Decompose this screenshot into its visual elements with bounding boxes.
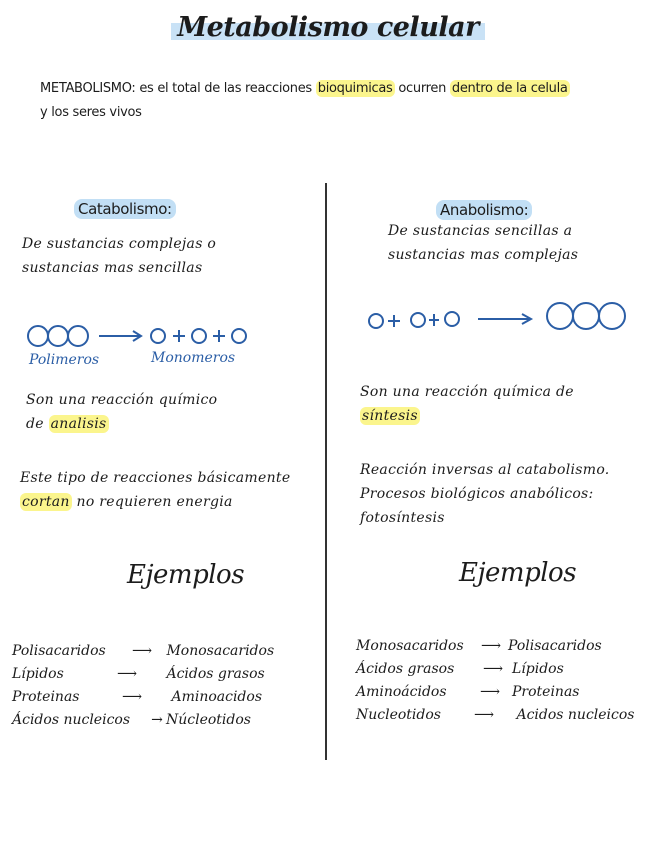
anabolismo-examples-list <box>356 635 634 727</box>
list-item: Ácidos nucleicos → Núcleotidos <box>12 712 251 728</box>
metabolism-definition <box>40 77 640 125</box>
highlight-cortan: cortan <box>22 494 70 510</box>
polymer-circle-icon <box>547 303 573 329</box>
highlight-sintesis: síntesis <box>362 408 418 424</box>
page-title: Metabolismo celular <box>0 12 656 43</box>
anabolismo-inverse: Reacción inversas al catabolismo. Procesos biológicos anabólicos: fotosíntesis <box>360 462 610 526</box>
anabolismo-reaction: Son una reacción química de síntesis <box>360 384 574 424</box>
polymer-circle-icon <box>573 303 599 329</box>
monomer-circle-icon <box>445 312 459 326</box>
catabolismo-heading: Catabolismo: <box>74 200 176 218</box>
highlight-celula: dentro de la celula <box>451 81 568 96</box>
definition-text: METABOLISMO: es el total de las reacciones <box>40 81 316 96</box>
list-item: Monosacaridos ⟶ Polisacaridos <box>356 638 602 654</box>
list-item: Ácidos grasos ⟶ Lípidos <box>356 661 564 677</box>
monomer-circle-icon <box>192 329 206 343</box>
monomer-circle-icon <box>151 329 165 343</box>
monomer-circle-icon <box>369 314 383 328</box>
catabolismo-examples-list <box>12 640 274 732</box>
catabolismo-description: De sustancias complejas o sustancias mas sencillas <box>22 236 217 276</box>
anabolismo-heading: Anabolismo: <box>436 201 532 219</box>
polymer-circle-icon <box>68 326 88 346</box>
definition-line2: y los seres vivos <box>40 105 142 120</box>
monomer-circle-icon <box>411 313 425 327</box>
polymer-circle-icon <box>48 326 68 346</box>
highlight-bioquimicas: bioquimicas <box>317 81 393 96</box>
anabolismo-diagram <box>340 300 640 340</box>
list-item: Proteinas ⟶ Aminoacidos <box>12 689 263 705</box>
catabolismo-type: Este tipo de reacciones básicamente cortan no requieren energia <box>20 470 291 510</box>
column-divider <box>325 183 327 760</box>
catabolismo-reaction: Son una reacción químico de analisis <box>26 392 218 432</box>
anabolismo-examples-heading: Ejemplos <box>459 558 577 588</box>
monomeros-label: Monomeros <box>151 350 236 366</box>
definition-text-2: ocurren <box>394 81 450 96</box>
polymer-circle-icon <box>28 326 48 346</box>
catabolismo-examples-heading: Ejemplos <box>127 560 245 590</box>
list-item: Polisacaridos ⟶ Monosacaridos <box>12 643 275 659</box>
list-item: Lípidos ⟶ Ácidos grasos <box>12 666 265 682</box>
list-item: Aminoácidos ⟶ Proteinas <box>356 684 580 700</box>
anabolismo-description: De sustancias sencillas a sustancias mas complejas <box>388 223 579 263</box>
list-item: Nucleotidos ⟶ Acidos nucleicos <box>356 707 635 723</box>
polimeros-label: Polimeros <box>29 352 100 368</box>
polymer-circle-icon <box>599 303 625 329</box>
highlight-analisis: analisis <box>50 416 107 432</box>
monomer-circle-icon <box>232 329 246 343</box>
